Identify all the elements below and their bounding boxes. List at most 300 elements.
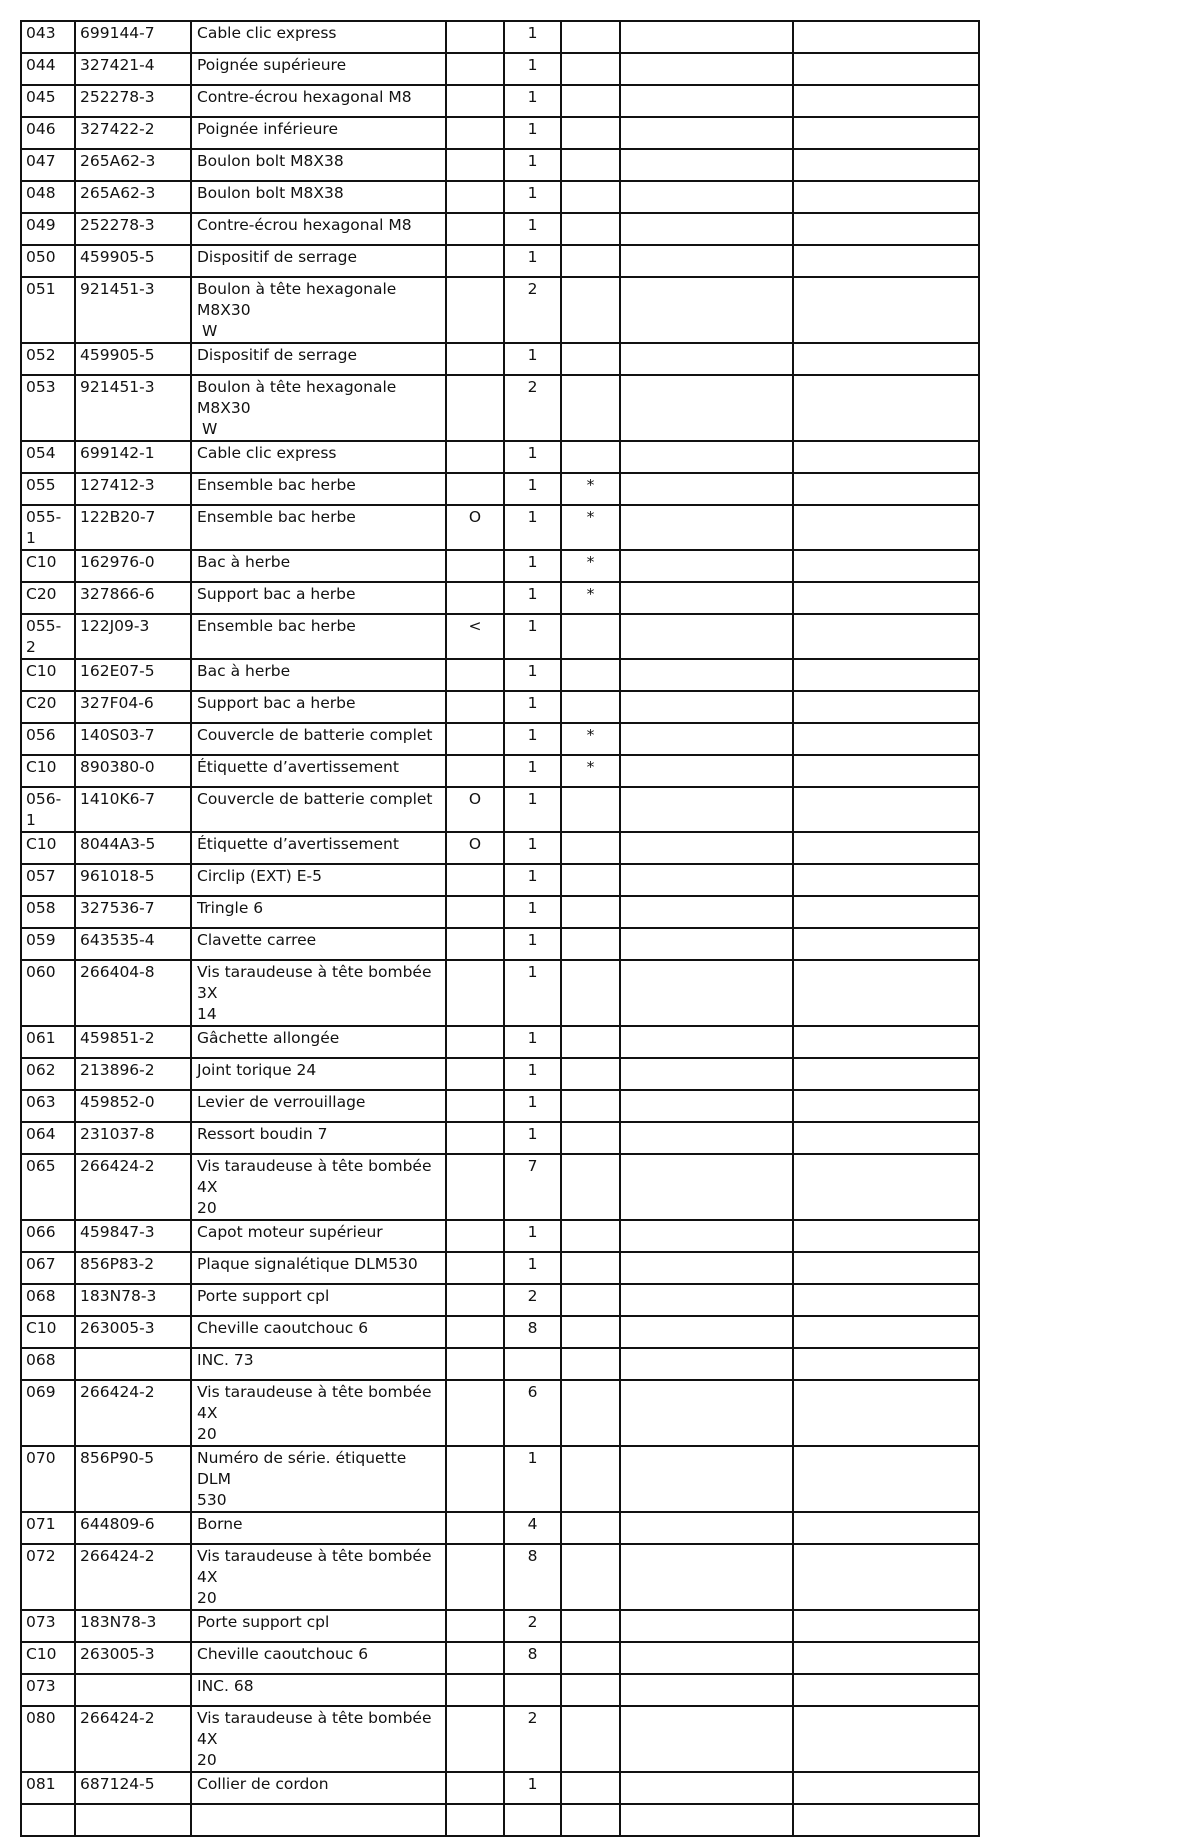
table-row xyxy=(21,1316,979,1348)
extra-b-cell xyxy=(793,1122,979,1154)
item-no-cell: 045 xyxy=(21,85,75,117)
flag-cell xyxy=(561,1122,620,1154)
qty-cell: 1 xyxy=(504,53,561,85)
extra-b-cell xyxy=(793,1252,979,1284)
item-no-cell: C10 xyxy=(21,832,75,864)
note-cell xyxy=(446,53,504,85)
flag-cell xyxy=(561,1154,620,1220)
part-no-cell: 266424-2 xyxy=(75,1544,191,1610)
item-no-cell: 062 xyxy=(21,1058,75,1090)
table-row xyxy=(21,505,979,550)
extra-b-cell xyxy=(793,896,979,928)
description-cell: Boulon bolt M8X38 xyxy=(191,149,446,181)
item-no-cell: C10 xyxy=(21,659,75,691)
extra-a-cell xyxy=(620,1610,793,1642)
note-cell xyxy=(446,1284,504,1316)
item-no-cell: 059 xyxy=(21,928,75,960)
extra-b-cell xyxy=(793,1804,979,1836)
part-no-cell: 162976-0 xyxy=(75,550,191,582)
table-row xyxy=(21,928,979,960)
part-no-cell: 327F04-6 xyxy=(75,691,191,723)
qty-cell: 2 xyxy=(504,277,561,343)
part-no-cell xyxy=(75,1804,191,1836)
item-no-cell: C20 xyxy=(21,582,75,614)
part-no-cell: 327422-2 xyxy=(75,117,191,149)
extra-b-cell xyxy=(793,1380,979,1446)
extra-b-cell xyxy=(793,85,979,117)
flag-cell xyxy=(561,245,620,277)
note-cell xyxy=(446,659,504,691)
note-cell xyxy=(446,755,504,787)
extra-b-cell xyxy=(793,1706,979,1772)
note-cell xyxy=(446,85,504,117)
description-cell: Vis taraudeuse à tête bombée 4X 20 xyxy=(191,1706,446,1772)
qty-cell: 8 xyxy=(504,1316,561,1348)
flag-cell xyxy=(561,375,620,441)
table-row xyxy=(21,896,979,928)
item-no-cell xyxy=(21,1804,75,1836)
item-no-cell: 072 xyxy=(21,1544,75,1610)
qty-cell: 8 xyxy=(504,1544,561,1610)
flag-cell xyxy=(561,659,620,691)
qty-cell: 1 xyxy=(504,1058,561,1090)
note-cell xyxy=(446,1674,504,1706)
table-row xyxy=(21,21,979,53)
item-no-cell: 067 xyxy=(21,1252,75,1284)
qty-cell: 1 xyxy=(504,582,561,614)
table-row xyxy=(21,213,979,245)
note-cell xyxy=(446,960,504,1026)
qty-cell: 1 xyxy=(504,505,561,550)
note-cell xyxy=(446,1154,504,1220)
extra-a-cell xyxy=(620,1252,793,1284)
description-cell: Cable clic express xyxy=(191,21,446,53)
description-cell: Étiquette d’avertissement xyxy=(191,832,446,864)
extra-a-cell xyxy=(620,1380,793,1446)
description-cell: Poignée inférieure xyxy=(191,117,446,149)
flag-cell: * xyxy=(561,505,620,550)
parts-table xyxy=(20,20,980,1837)
item-no-cell: C10 xyxy=(21,1316,75,1348)
description-cell: Boulon à tête hexagonale M8X30 W xyxy=(191,277,446,343)
table-row xyxy=(21,723,979,755)
extra-b-cell xyxy=(793,441,979,473)
part-no-cell: 644809-6 xyxy=(75,1512,191,1544)
part-no-cell: 1410K6-7 xyxy=(75,787,191,832)
extra-b-cell xyxy=(793,1348,979,1380)
description-cell: Capot moteur supérieur xyxy=(191,1220,446,1252)
part-no-cell: 183N78-3 xyxy=(75,1610,191,1642)
extra-a-cell xyxy=(620,1348,793,1380)
parts-list-sheet xyxy=(20,20,978,1793)
flag-cell xyxy=(561,1446,620,1512)
flag-cell xyxy=(561,1512,620,1544)
item-no-cell: 043 xyxy=(21,21,75,53)
extra-a-cell xyxy=(620,659,793,691)
extra-a-cell xyxy=(620,1772,793,1804)
table-row xyxy=(21,1642,979,1674)
table-row xyxy=(21,117,979,149)
part-no-cell: 263005-3 xyxy=(75,1316,191,1348)
extra-b-cell xyxy=(793,1058,979,1090)
part-no-cell: 459852-0 xyxy=(75,1090,191,1122)
extra-a-cell xyxy=(620,1284,793,1316)
extra-a-cell xyxy=(620,1446,793,1512)
extra-a-cell xyxy=(620,1220,793,1252)
flag-cell xyxy=(561,691,620,723)
part-no-cell: 921451-3 xyxy=(75,277,191,343)
item-no-cell: 051 xyxy=(21,277,75,343)
flag-cell xyxy=(561,53,620,85)
description-cell: Contre-écrou hexagonal M8 xyxy=(191,213,446,245)
description-cell: Tringle 6 xyxy=(191,896,446,928)
flag-cell xyxy=(561,1252,620,1284)
item-no-cell: 050 xyxy=(21,245,75,277)
note-cell xyxy=(446,1512,504,1544)
extra-b-cell xyxy=(793,1674,979,1706)
flag-cell xyxy=(561,441,620,473)
qty-cell: 1 xyxy=(504,691,561,723)
description-cell: Vis taraudeuse à tête bombée 3X 14 xyxy=(191,960,446,1026)
note-cell xyxy=(446,1446,504,1512)
extra-a-cell xyxy=(620,960,793,1026)
extra-a-cell xyxy=(620,928,793,960)
table-row xyxy=(21,659,979,691)
extra-a-cell xyxy=(620,1316,793,1348)
item-no-cell: 060 xyxy=(21,960,75,1026)
part-no-cell: 122B20-7 xyxy=(75,505,191,550)
extra-b-cell xyxy=(793,832,979,864)
extra-a-cell xyxy=(620,213,793,245)
part-no-cell: 127412-3 xyxy=(75,473,191,505)
extra-a-cell xyxy=(620,691,793,723)
extra-b-cell xyxy=(793,1610,979,1642)
description-cell: Bac à herbe xyxy=(191,550,446,582)
note-cell xyxy=(446,723,504,755)
extra-a-cell xyxy=(620,896,793,928)
qty-cell: 4 xyxy=(504,1512,561,1544)
table-row xyxy=(21,1090,979,1122)
table-row xyxy=(21,1380,979,1446)
item-no-cell: 049 xyxy=(21,213,75,245)
flag-cell xyxy=(561,1610,620,1642)
table-row xyxy=(21,1706,979,1772)
table-row xyxy=(21,864,979,896)
item-no-cell: C10 xyxy=(21,550,75,582)
part-no-cell: 856P83-2 xyxy=(75,1252,191,1284)
note-cell xyxy=(446,343,504,375)
part-no-cell: 140S03-7 xyxy=(75,723,191,755)
part-no-cell: 263005-3 xyxy=(75,1642,191,1674)
extra-a-cell xyxy=(620,723,793,755)
part-no-cell: 643535-4 xyxy=(75,928,191,960)
part-no-cell: 961018-5 xyxy=(75,864,191,896)
qty-cell: 1 xyxy=(504,1122,561,1154)
description-cell: Borne xyxy=(191,1512,446,1544)
description-cell: Support bac a herbe xyxy=(191,582,446,614)
extra-a-cell xyxy=(620,1090,793,1122)
note-cell xyxy=(446,149,504,181)
table-row xyxy=(21,1610,979,1642)
part-no-cell: 266404-8 xyxy=(75,960,191,1026)
part-no-cell: 266424-2 xyxy=(75,1380,191,1446)
note-cell xyxy=(446,213,504,245)
qty-cell: 1 xyxy=(504,1252,561,1284)
flag-cell xyxy=(561,1772,620,1804)
extra-b-cell xyxy=(793,1316,979,1348)
table-row xyxy=(21,755,979,787)
note-cell xyxy=(446,1642,504,1674)
extra-b-cell xyxy=(793,473,979,505)
qty-cell: 1 xyxy=(504,1090,561,1122)
extra-a-cell xyxy=(620,864,793,896)
item-no-cell: C10 xyxy=(21,755,75,787)
flag-cell xyxy=(561,960,620,1026)
extra-a-cell xyxy=(620,832,793,864)
extra-a-cell xyxy=(620,181,793,213)
extra-b-cell xyxy=(793,53,979,85)
part-no-cell: 183N78-3 xyxy=(75,1284,191,1316)
description-cell: Ensemble bac herbe xyxy=(191,614,446,659)
note-cell xyxy=(446,117,504,149)
qty-cell xyxy=(504,1348,561,1380)
flag-cell xyxy=(561,213,620,245)
note-cell xyxy=(446,1544,504,1610)
note-cell: O xyxy=(446,505,504,550)
item-no-cell: 073 xyxy=(21,1674,75,1706)
part-no-cell: 327536-7 xyxy=(75,896,191,928)
item-no-cell: 055-1 xyxy=(21,505,75,550)
table-row xyxy=(21,1446,979,1512)
part-no-cell: 699144-7 xyxy=(75,21,191,53)
description-cell: Ensemble bac herbe xyxy=(191,473,446,505)
table-row xyxy=(21,1544,979,1610)
description-cell: Levier de verrouillage xyxy=(191,1090,446,1122)
extra-b-cell xyxy=(793,550,979,582)
extra-b-cell xyxy=(793,1642,979,1674)
extra-b-cell xyxy=(793,245,979,277)
table-row xyxy=(21,550,979,582)
description-cell: INC. 73 xyxy=(191,1348,446,1380)
item-no-cell: 052 xyxy=(21,343,75,375)
note-cell: O xyxy=(446,787,504,832)
qty-cell: 1 xyxy=(504,149,561,181)
extra-b-cell xyxy=(793,117,979,149)
table-row xyxy=(21,441,979,473)
qty-cell: 1 xyxy=(504,896,561,928)
part-no-cell: 8044A3-5 xyxy=(75,832,191,864)
table-row xyxy=(21,277,979,343)
item-no-cell: 055-2 xyxy=(21,614,75,659)
qty-cell: 1 xyxy=(504,960,561,1026)
item-no-cell: 048 xyxy=(21,181,75,213)
note-cell xyxy=(446,1058,504,1090)
item-no-cell: 063 xyxy=(21,1090,75,1122)
table-row xyxy=(21,343,979,375)
extra-a-cell xyxy=(620,277,793,343)
extra-b-cell xyxy=(793,1772,979,1804)
description-cell: Vis taraudeuse à tête bombée 4X 20 xyxy=(191,1154,446,1220)
part-no-cell: 327866-6 xyxy=(75,582,191,614)
extra-b-cell xyxy=(793,1446,979,1512)
note-cell xyxy=(446,441,504,473)
description-cell: Porte support cpl xyxy=(191,1610,446,1642)
part-no-cell: 231037-8 xyxy=(75,1122,191,1154)
item-no-cell: 061 xyxy=(21,1026,75,1058)
table-row xyxy=(21,1772,979,1804)
flag-cell xyxy=(561,1642,620,1674)
flag-cell xyxy=(561,1316,620,1348)
extra-a-cell xyxy=(620,53,793,85)
note-cell xyxy=(446,691,504,723)
description-cell: Circlip (EXT) E-5 xyxy=(191,864,446,896)
description-cell: INC. 68 xyxy=(191,1674,446,1706)
extra-a-cell xyxy=(620,755,793,787)
table-row xyxy=(21,1252,979,1284)
extra-a-cell xyxy=(620,582,793,614)
description-cell: Poignée supérieure xyxy=(191,53,446,85)
description-cell: Collier de cordon xyxy=(191,1772,446,1804)
flag-cell xyxy=(561,864,620,896)
extra-b-cell xyxy=(793,277,979,343)
qty-cell: 1 xyxy=(504,441,561,473)
note-cell xyxy=(446,582,504,614)
flag-cell xyxy=(561,1026,620,1058)
description-cell xyxy=(191,1804,446,1836)
part-no-cell xyxy=(75,1674,191,1706)
flag-cell xyxy=(561,117,620,149)
table-row xyxy=(21,832,979,864)
extra-a-cell xyxy=(620,1544,793,1610)
extra-a-cell xyxy=(620,1122,793,1154)
note-cell xyxy=(446,1380,504,1446)
extra-a-cell xyxy=(620,375,793,441)
description-cell: Couvercle de batterie complet xyxy=(191,787,446,832)
qty-cell: 1 xyxy=(504,1026,561,1058)
table-row xyxy=(21,960,979,1026)
flag-cell xyxy=(561,1706,620,1772)
note-cell xyxy=(446,896,504,928)
extra-b-cell xyxy=(793,505,979,550)
table-row xyxy=(21,614,979,659)
extra-b-cell xyxy=(793,755,979,787)
extra-a-cell xyxy=(620,21,793,53)
part-no-cell: 327421-4 xyxy=(75,53,191,85)
qty-cell: 1 xyxy=(504,723,561,755)
note-cell xyxy=(446,21,504,53)
description-cell: Gâchette allongée xyxy=(191,1026,446,1058)
description-cell: Porte support cpl xyxy=(191,1284,446,1316)
part-no-cell: 162E07-5 xyxy=(75,659,191,691)
extra-b-cell xyxy=(793,213,979,245)
flag-cell xyxy=(561,1348,620,1380)
note-cell xyxy=(446,277,504,343)
part-no-cell: 459847-3 xyxy=(75,1220,191,1252)
extra-b-cell xyxy=(793,1090,979,1122)
note-cell xyxy=(446,864,504,896)
table-row xyxy=(21,691,979,723)
qty-cell: 1 xyxy=(504,85,561,117)
extra-a-cell xyxy=(620,85,793,117)
description-cell: Contre-écrou hexagonal M8 xyxy=(191,85,446,117)
item-no-cell: 068 xyxy=(21,1348,75,1380)
extra-b-cell xyxy=(793,691,979,723)
extra-a-cell xyxy=(620,1512,793,1544)
description-cell: Ressort boudin 7 xyxy=(191,1122,446,1154)
extra-b-cell xyxy=(793,787,979,832)
table-row xyxy=(21,1284,979,1316)
extra-b-cell xyxy=(793,149,979,181)
extra-a-cell xyxy=(620,1706,793,1772)
description-cell: Cable clic express xyxy=(191,441,446,473)
flag-cell: * xyxy=(561,473,620,505)
item-no-cell: 071 xyxy=(21,1512,75,1544)
part-no-cell: 252278-3 xyxy=(75,213,191,245)
extra-a-cell xyxy=(620,441,793,473)
extra-b-cell xyxy=(793,582,979,614)
part-no-cell: 266424-2 xyxy=(75,1706,191,1772)
item-no-cell: 056 xyxy=(21,723,75,755)
part-no-cell: 459905-5 xyxy=(75,343,191,375)
flag-cell xyxy=(561,1380,620,1446)
part-no-cell: 921451-3 xyxy=(75,375,191,441)
part-no-cell: 266424-2 xyxy=(75,1154,191,1220)
extra-b-cell xyxy=(793,1544,979,1610)
qty-cell xyxy=(504,1674,561,1706)
note-cell xyxy=(446,1348,504,1380)
item-no-cell: 065 xyxy=(21,1154,75,1220)
qty-cell xyxy=(504,1804,561,1836)
note-cell xyxy=(446,1122,504,1154)
extra-a-cell xyxy=(620,614,793,659)
item-no-cell: 044 xyxy=(21,53,75,85)
part-no-cell: 699142-1 xyxy=(75,441,191,473)
note-cell xyxy=(446,1706,504,1772)
item-no-cell: 047 xyxy=(21,149,75,181)
table-row xyxy=(21,1804,979,1836)
qty-cell: 1 xyxy=(504,245,561,277)
extra-b-cell xyxy=(793,21,979,53)
description-cell: Dispositif de serrage xyxy=(191,343,446,375)
extra-a-cell xyxy=(620,787,793,832)
qty-cell: 1 xyxy=(504,755,561,787)
extra-b-cell xyxy=(793,928,979,960)
qty-cell: 1 xyxy=(504,181,561,213)
flag-cell xyxy=(561,1284,620,1316)
extra-b-cell xyxy=(793,1512,979,1544)
description-cell: Numéro de série. étiquette DLM 530 xyxy=(191,1446,446,1512)
note-cell xyxy=(446,1026,504,1058)
qty-cell: 2 xyxy=(504,375,561,441)
table-row xyxy=(21,245,979,277)
item-no-cell: 056-1 xyxy=(21,787,75,832)
part-no-cell: 459905-5 xyxy=(75,245,191,277)
flag-cell xyxy=(561,787,620,832)
flag-cell xyxy=(561,85,620,117)
table-row xyxy=(21,1674,979,1706)
qty-cell: 2 xyxy=(504,1610,561,1642)
table-row xyxy=(21,85,979,117)
flag-cell xyxy=(561,149,620,181)
note-cell xyxy=(446,473,504,505)
table-row xyxy=(21,582,979,614)
extra-a-cell xyxy=(620,1058,793,1090)
note-cell: < xyxy=(446,614,504,659)
table-row xyxy=(21,1348,979,1380)
qty-cell: 6 xyxy=(504,1380,561,1446)
description-cell: Boulon à tête hexagonale M8X30 W xyxy=(191,375,446,441)
item-no-cell: 057 xyxy=(21,864,75,896)
